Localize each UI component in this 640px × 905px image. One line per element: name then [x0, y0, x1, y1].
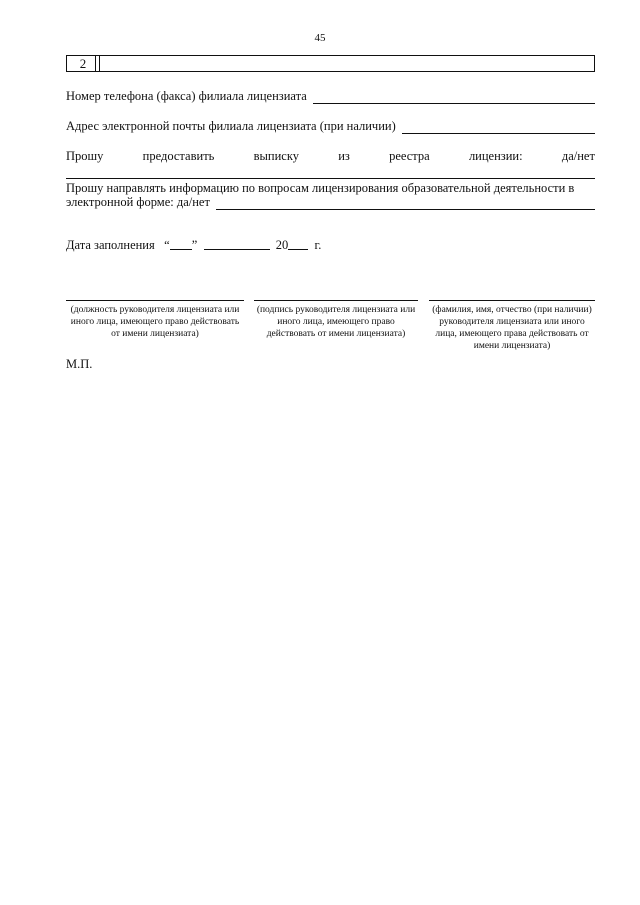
year-blank[interactable]	[288, 238, 308, 250]
extract-word: да/нет	[561, 149, 595, 163]
extract-word: лицензии:	[468, 149, 523, 163]
phone-input-line[interactable]	[313, 91, 595, 104]
email-input-line[interactable]	[402, 121, 595, 134]
close-quote: ”	[191, 238, 198, 252]
extract-word: Прошу	[66, 149, 104, 163]
extract-request-line	[66, 148, 595, 164]
open-quote: “	[164, 238, 170, 252]
page-number: 45	[314, 32, 326, 44]
phone-field	[66, 88, 595, 104]
fill-date	[66, 238, 321, 253]
table-row	[66, 55, 595, 72]
extract-word: выписку	[253, 149, 299, 163]
year-suffix: г.	[314, 238, 322, 252]
electronic-info-line-2	[66, 194, 595, 210]
signature-block: (подпись руководителя лицензиата или иного лица, имеющего право действовать от имени лицензиата)	[254, 300, 418, 340]
phone-label: Номер телефона (факса) филиала лицензиата	[66, 89, 307, 103]
stamp-place: М.П.	[66, 357, 93, 371]
extract-word: из	[338, 149, 350, 163]
electronic-info-label: электронной форме: да/нет	[66, 195, 210, 209]
day-blank[interactable]	[170, 238, 192, 250]
row-number: 2	[71, 56, 96, 71]
email-label: Адрес электронной почты филиала лицензиата (при наличии)	[66, 119, 396, 133]
extract-answer-line[interactable]	[66, 178, 595, 179]
year-prefix: 20	[275, 238, 289, 252]
electronic-answer-line[interactable]	[216, 197, 595, 210]
row-divider	[96, 56, 100, 71]
position-signature-block: (должность руководителя лицензиата или иного лица, имеющего право действовать от имени лицензиата)	[66, 300, 244, 340]
electronic-info-text: Прошу направлять информацию по вопросам лицензирования образовательной деятельности в	[66, 181, 575, 195]
extract-word: предоставить	[142, 149, 215, 163]
fill-date-label: Дата заполнения	[66, 238, 155, 252]
email-field	[66, 118, 595, 134]
full-name-signature-block: (фамилия, имя, отчество (при наличии) руководителя лицензиата или иного лица, имеющего права действовать от имени лицензиата)	[429, 300, 595, 352]
month-blank[interactable]	[204, 238, 270, 250]
extract-word: реестра	[389, 149, 430, 163]
